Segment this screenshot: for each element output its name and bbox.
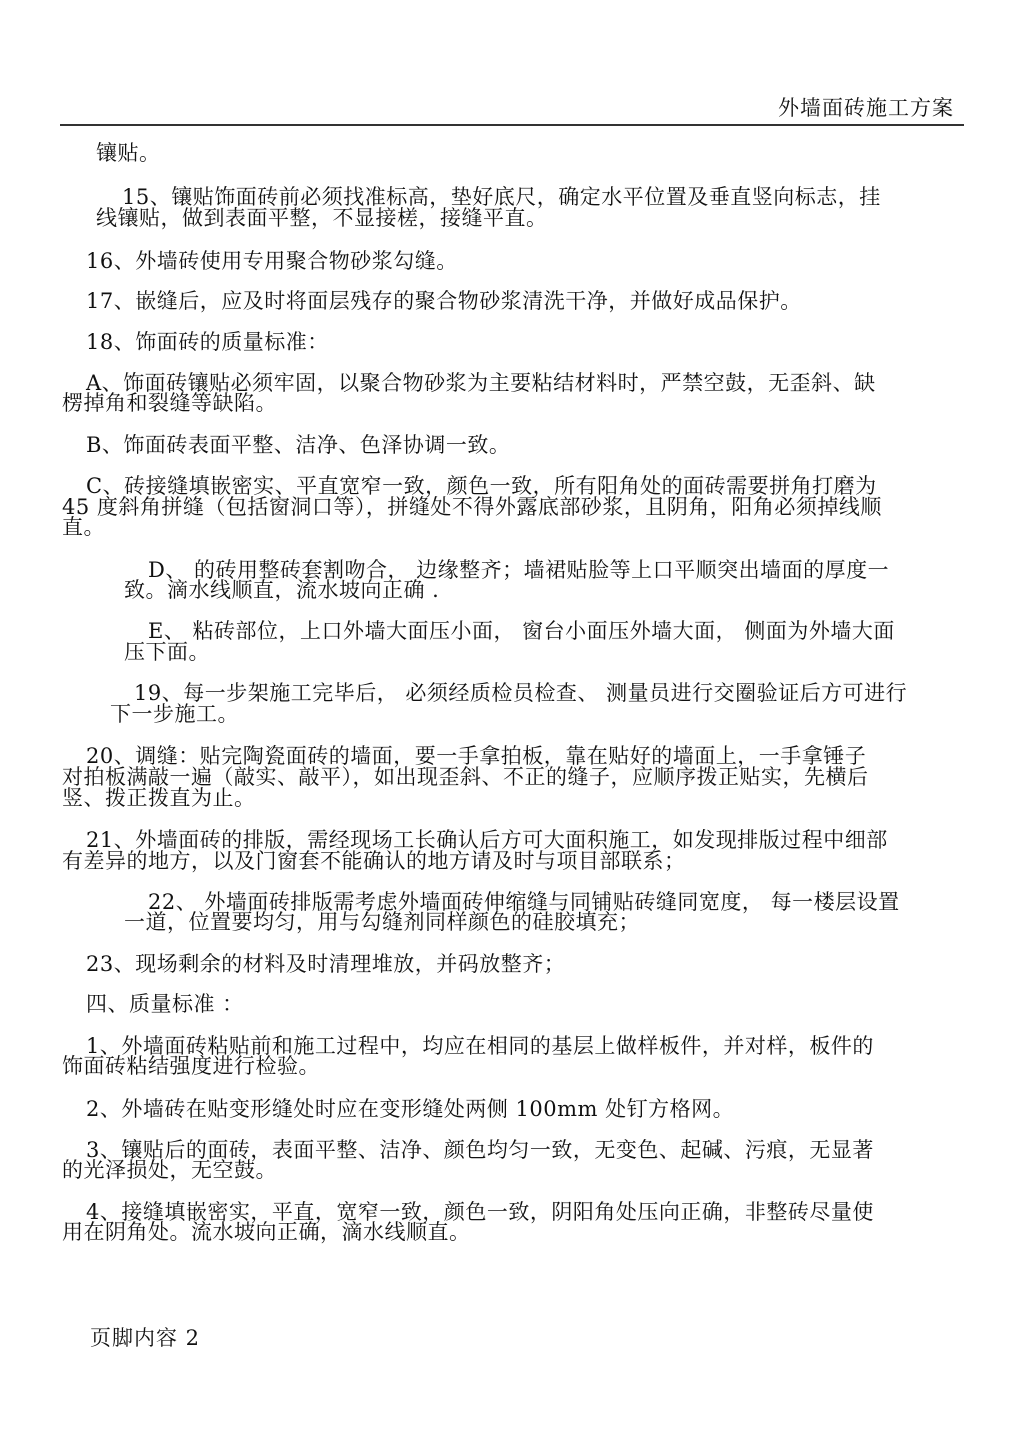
text-line: D、 的砖用整砖套割吻合， 边缘整齐；墙裙贴脸等上口平顺突出墙面的厚度一	[148, 558, 890, 582]
text-line: 对拍板满敲一遍（敲实、敲平），如出现歪斜、不正的缝子，应顺序拨正贴实，先横后	[62, 765, 869, 789]
text-line: 的光泽损处，无空鼓。	[62, 1158, 277, 1182]
text-line: 用在阴角处。流水坡向正确，滴水线顺直。	[62, 1220, 471, 1244]
text-line: A、饰面砖镶贴必须牢固，以聚合物砂浆为主要粘结材料时，严禁空鼓，无歪斜、缺	[86, 371, 876, 395]
text-line: 一道，位置要均匀，用与勾缝剂同样颜色的硅胶填充；	[124, 910, 640, 934]
text-line: 1、外墙面砖粘贴前和施工过程中，均应在相同的基层上做样板件，并对样，板件的	[86, 1034, 874, 1058]
text-line: 17、嵌缝后，应及时将面层残存的聚合物砂浆清洗干净，并做好成品保护。	[86, 289, 802, 313]
text-line: 4、接缝填嵌密实，平直，宽窄一致，颜色一致，阴阳角处压向正确，非整砖尽量使	[86, 1200, 874, 1224]
text-line: 18、饰面砖的质量标准：	[86, 330, 329, 354]
text-line: C、砖接缝填嵌密实、平直宽窄一致，颜色一致，所有阳角处的面砖需要拼角打磨为	[86, 474, 877, 498]
header-title: 外墙面砖施工方案	[778, 96, 954, 120]
text-line: 3、镶贴后的面砖，表面平整、洁净、颜色均匀一致，无变色、起碱、污痕，无显著	[86, 1138, 874, 1162]
text-line: 23、现场剩余的材料及时清理堆放，并码放整齐；	[86, 952, 566, 976]
text-line: 20、调缝：贴完陶瓷面砖的墙面，要一手拿拍板，靠在贴好的墙面上，一手拿锤子	[86, 744, 867, 768]
text-line: 楞掉角和裂缝等缺陷。	[62, 391, 277, 415]
text-line: 镶贴。	[96, 141, 161, 165]
text-line: 直。	[62, 515, 105, 539]
header-divider	[60, 124, 964, 126]
text-line: E、 粘砖部位，上口外墙大面压小面， 窗台小面压外墙大面， 侧面为外墙大面	[148, 619, 895, 643]
text-line: 有差异的地方，以及门窗套不能确认的地方请及时与项目部联系；	[62, 849, 686, 873]
text-line: 下一步施工。	[110, 702, 239, 726]
text-line: 19、每一步架施工完毕后， 必须经质检员检查、 测量员进行交圈验证后方可进行	[134, 681, 908, 705]
text-line: 饰面砖粘结强度进行检验。	[62, 1054, 320, 1078]
text-line: 压下面。	[124, 640, 210, 664]
text-line: 22、 外墙面砖排版需考虑外墙面砖伸缩缝与同铺贴砖缝同宽度， 每一楼层设置	[148, 890, 900, 914]
page-footer: 页脚内容 2	[90, 1326, 201, 1350]
text-line: 竖、拨正拨直为止。	[62, 786, 256, 810]
text-line: 21、外墙面砖的排版，需经现场工长确认后方可大面积施工，如发现排版过程中细部	[86, 828, 888, 852]
text-line: 2、外墙砖在贴变形缝处时应在变形缝处两侧 100mm 处钉方格网。	[86, 1097, 735, 1121]
text-line: 15、镶贴饰面砖前必须找准标高，垫好底尺，确定水平位置及垂直竖向标志，挂	[122, 185, 881, 209]
text-line: B、饰面砖表面平整、洁净、色泽协调一致。	[86, 433, 511, 457]
text-line: 线镶贴，做到表面平整，不显接槎，接缝平直。	[96, 206, 548, 230]
text-line: 四、质量标准 ：	[86, 992, 244, 1016]
text-line: 16、外墙砖使用专用聚合物砂浆勾缝。	[86, 249, 458, 273]
text-line: 45 度斜角拼缝（包括窗洞口等），拼缝处不得外露底部砂浆，且阴角，阳角必须掉线顺	[62, 495, 882, 519]
text-line: 致。滴水线顺直，流水坡向正确 .	[124, 578, 440, 602]
